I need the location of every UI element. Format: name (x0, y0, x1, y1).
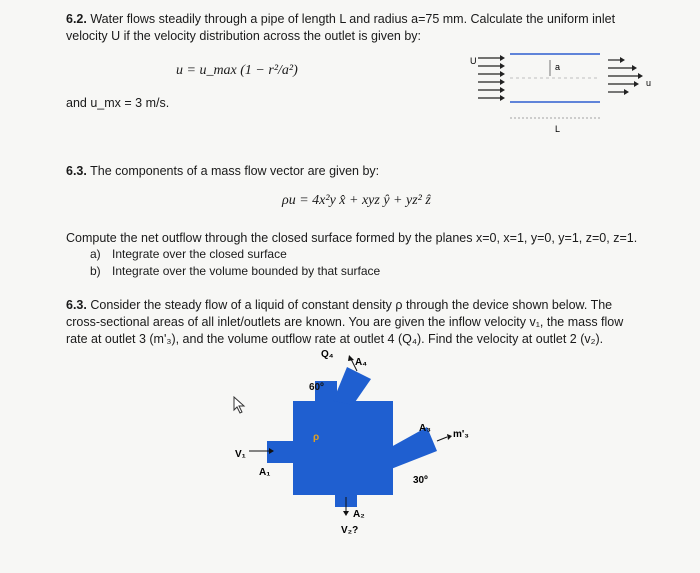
problem-text: Consider the steady flow of a liquid of constant density ρ through the device shown below. The (90, 298, 613, 312)
problem-number: 6.3. (66, 164, 87, 178)
angle-right-label: 30º (413, 475, 428, 486)
outlet-4-duct (333, 367, 371, 405)
v2-label: V₂? (341, 525, 359, 536)
radius-label: a (555, 62, 561, 72)
length-label: L (555, 124, 561, 134)
v1-label: V₁ (235, 449, 246, 460)
a1-label: A₁ (259, 467, 271, 478)
mass-flow-equation: ρu = 4x²y x̂ + xyz ŷ + yz² ẑ (282, 193, 431, 208)
problem-6-2-line2: velocity U if the velocity distribution across the outlet is given by: (66, 29, 422, 43)
problem-6-3b-line2: cross-sectional areas of all inlet/outlets are known. You are given the inflow velocity v₁, the mass flow (66, 315, 624, 329)
pipe-diagram (470, 40, 690, 150)
m3-arrow (437, 437, 447, 441)
part-marker: a) (90, 247, 101, 261)
problem-6-3-statement (66, 163, 379, 180)
outlet-arrows (608, 60, 638, 92)
part-marker: b) (90, 264, 101, 278)
given-text: and u_mx = 3 m/s. (66, 96, 170, 110)
density-label: ρ (313, 432, 320, 443)
velocity-profile-equation: u = u_max (1 − r²/a²) (176, 63, 298, 78)
problem-6-3b-line1 (66, 297, 686, 314)
a2-label: A₂ (353, 509, 365, 520)
inlet-velocity-label: U (470, 56, 477, 66)
flow-device-diagram (225, 345, 505, 545)
problem-6-3b-line3: rate at outlet 3 (m'₃), and the volume outflow rate at outlet 4 (Q₄). Find the velocity at outlet 2 (v₂). (66, 332, 604, 346)
problem-number: 6.3. (66, 298, 87, 312)
a4-label: A₄ (355, 357, 367, 368)
problem-text: The components of a mass flow vector are given by: (90, 164, 380, 178)
q4-label: Q₄ (321, 349, 334, 360)
m3-label: m'₃ (453, 429, 469, 440)
inlet-arrows (478, 58, 500, 98)
angle-top-label: 60º (309, 382, 324, 393)
part-b (90, 263, 380, 279)
device-body (293, 401, 393, 495)
part-a (90, 246, 287, 262)
part-text: Integrate over the closed surface (112, 247, 287, 261)
mouse-cursor-icon (233, 396, 247, 414)
outlet-velocity-label: u (646, 78, 652, 88)
problem-number: 6.2. (66, 12, 87, 26)
problem-6-2-line1 (66, 11, 686, 28)
problem-text: Water flows steadily through a pipe of length L and radius a=75 mm. Calculate the uniform inlet (90, 12, 616, 26)
problem-6-3-instruction: Compute the net outflow through the closed surface formed by the planes x=0, x=1, y=0, y=1, z=0, z=1. (66, 231, 638, 245)
a3-label: A₃ (419, 423, 431, 434)
given-umax (66, 95, 169, 112)
part-text: Integrate over the volume bounded by that surface (112, 264, 381, 278)
